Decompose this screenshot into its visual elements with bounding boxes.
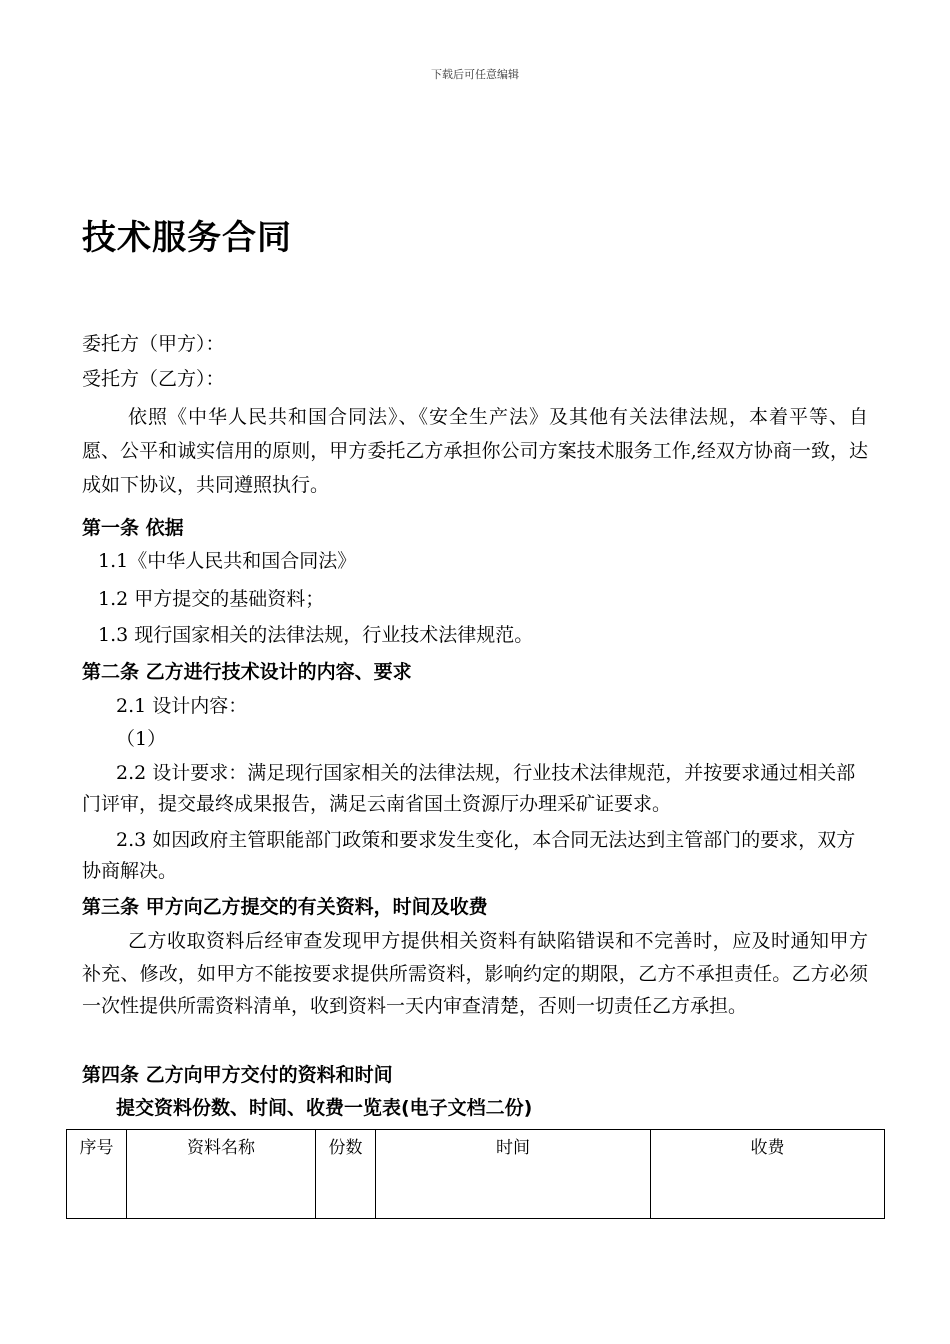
article1-heading: 第一条 依据 xyxy=(82,517,184,539)
document-title: 技术服务合同 xyxy=(82,218,292,258)
article2-item-1: 2.1 设计内容： xyxy=(116,695,248,717)
col-header-copies: 份数 xyxy=(316,1130,376,1219)
col-header-material-name: 资料名称 xyxy=(127,1130,316,1219)
col-header-fee: 收费 xyxy=(651,1130,885,1219)
fee-table xyxy=(66,1129,885,1219)
party-client: 委托方（甲方）： xyxy=(82,333,225,355)
preamble-paragraph: 依照《中华人民共和国合同法》、《安全生产法》及其他有关法律法规，本着平等、自愿、公平和诚实信用的原则，甲方委托乙方承担你公司方案技术服务工作,经双方协商一致，达成如下协议，共同遵照执行。 xyxy=(82,406,868,496)
table-header-row xyxy=(67,1130,885,1219)
table-caption: 提交资料份数、时间、收费一览表(电子文档二份) xyxy=(116,1097,533,1119)
article2-heading: 第二条 乙方进行技术设计的内容、要求 xyxy=(82,661,412,683)
article4-heading: 第四条 乙方向甲方交付的资料和时间 xyxy=(82,1064,393,1086)
article3-heading: 第三条 甲方向乙方提交的有关资料，时间及收费 xyxy=(82,896,488,918)
header-note: 下载后可任意编辑 xyxy=(431,68,519,81)
article2-item-1-sub: （1） xyxy=(116,728,167,750)
col-header-index: 序号 xyxy=(67,1130,127,1219)
col-header-time: 时间 xyxy=(376,1130,651,1219)
article1-item-1: 1.1《中华人民共和国合同法》 xyxy=(98,550,357,572)
article1-item-2: 1.2 甲方提交的基础资料； xyxy=(98,588,325,610)
article2-item-2: 2.2 设计要求：满足现行国家相关的法律法规，行业技术法律规范，并按要求通过相关部门评审，提交最终成果报告，满足云南省国土资源厅办理采矿证要求。 xyxy=(82,762,856,815)
party-contractor: 受托方（乙方）： xyxy=(82,368,225,390)
article2-item-3: 2.3 如因政府主管职能部门政策和要求发生变化，本合同无法达到主管部门的要求，双方协商解决。 xyxy=(82,829,856,882)
article3-body: 乙方收取资料后经审查发现甲方提供相关资料有缺陷错误和不完善时，应及时通知甲方补充、修改，如甲方不能按要求提供所需资料，影响约定的期限，乙方不承担责任。乙方必须一次性提供所需资料清单，收到资料一天内审查清楚，否则一切责任乙方承担。 xyxy=(82,930,868,1017)
article1-item-3: 1.3 现行国家相关的法律法规，行业技术法律规范。 xyxy=(98,624,534,646)
